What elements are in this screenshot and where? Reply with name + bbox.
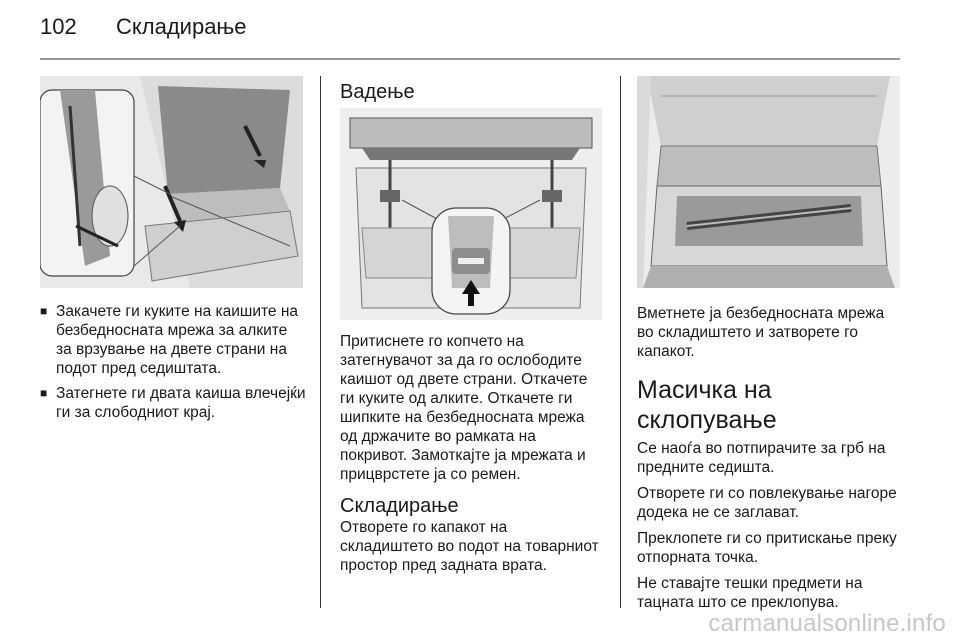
illustration-net-hooks <box>40 76 303 288</box>
bullet-square-icon: ■ <box>40 386 48 400</box>
figure-floor-storage <box>637 76 900 288</box>
section-heading-removal: Вадење <box>340 81 415 103</box>
column-1 <box>40 302 306 428</box>
removal-paragraph: Притиснете го копчето на затегнувачот за да го ослободите каишот од двете страни. Откачете ги куките од алките. Откачете ги шипките на безбедносната мрежа од држачите во рамката на покривот. Замоткајте ја мрежата и прицврстете ја со ремен. <box>340 333 588 483</box>
illustration-tensioner <box>340 108 602 320</box>
list-item <box>40 384 306 422</box>
storage-paragraph: Отворете го капакот на складиштето во подот на товарниот простор пред задната врата. <box>340 519 599 574</box>
tray-paragraph: Не ставајте тешки предмети на тацната што се преклопува. <box>637 575 863 611</box>
column-3 <box>637 304 903 612</box>
section-heading-storage: Складирање <box>340 495 459 517</box>
page-title: Складирање <box>116 14 247 39</box>
figure-tensioner-button <box>340 108 602 320</box>
column-2-heading <box>340 80 602 104</box>
insert-net-paragraph: Вметнете ја безбедносната мрежа во складиштето и затворете го капакот. <box>637 305 885 360</box>
column-divider-2 <box>620 76 621 608</box>
illustration-floor-storage <box>637 76 900 288</box>
column-divider-1 <box>320 76 321 608</box>
watermark: carmanualsonline.info <box>708 610 946 637</box>
section-heading-tray: Масичка на склопување <box>637 376 777 434</box>
header-rule <box>40 58 900 60</box>
instruction-list <box>40 302 306 422</box>
list-item-text: Затегнете ги двата каиша влечејќи ги за слободниот крај. <box>56 385 306 421</box>
tray-paragraph: Преклопете ги со притискање преку отпорната точка. <box>637 530 897 566</box>
bullet-square-icon: ■ <box>40 304 48 318</box>
tray-paragraph: Се наоѓа во потпирачите за грб на предните седишта. <box>637 440 886 476</box>
page-number: 102 <box>40 14 77 39</box>
list-item-text: Закачете ги куките на каишите на безбедносната мрежа за алките за врзување на двете страни на подот пред седиштата. <box>56 303 299 377</box>
tray-paragraph: Отворете ги со повлекување нагоре додека не се заглават. <box>637 485 897 521</box>
list-item <box>40 302 306 378</box>
figure-safety-net-hooks <box>40 76 303 288</box>
column-2 <box>340 332 602 575</box>
